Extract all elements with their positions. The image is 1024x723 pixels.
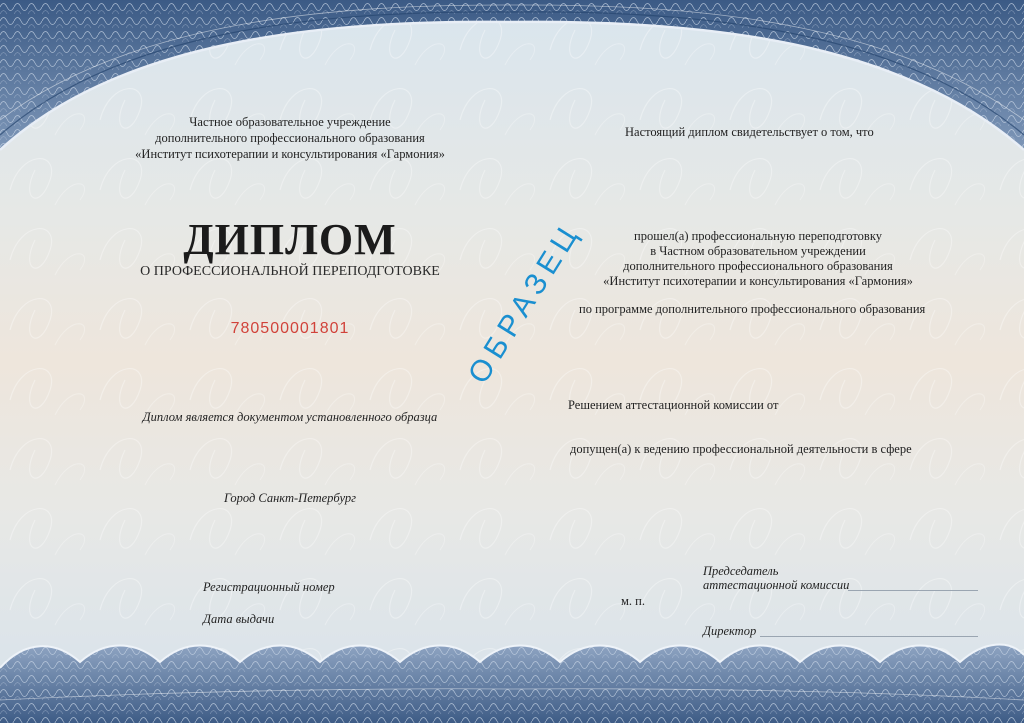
admitted-text: допущен(а) к ведению профессиональной деятельности в сфере [570,442,912,456]
diploma-subtitle: О ПРОФЕССИОНАЛЬНОЙ ПЕРЕПОДГОТОВКЕ [140,264,440,279]
director-signature-line [760,636,978,637]
chairman-label-2: аттестационной комиссии [703,578,850,592]
issue-date-label: Дата выдачи [203,612,275,626]
completed-line-2: в Частном образовательном учреждении [650,244,866,258]
sample-stamp: ОБРАЗЕЦ [462,216,587,390]
chairman-label: Председатель [703,564,779,578]
completed-block [603,229,913,289]
program-text: по программе дополнительного профессионального образования [579,302,926,316]
director-label: Директор [703,624,757,638]
city: Город Санкт-Петербург [223,491,357,505]
completed-line-4: «Институт психотерапии и консультирования «Гармония» [603,274,913,288]
document-note: Диплом является документом установленного образца [142,410,438,424]
institution-line-3: «Институт психотерапии и консультирования «Гармония» [135,147,445,161]
completed-line-1: прошел(а) профессиональную переподготовку [634,229,882,243]
serial-number: 780500001801 [230,320,350,337]
seal-place: м. п. [621,594,645,608]
decision-text: Решением аттестационной комиссии от [568,398,779,412]
certifies-text: Настоящий диплом свидетельствует о том, что [625,125,874,139]
diploma-title: ДИПЛОМ [183,215,397,264]
registration-number-label: Регистрационный номер [203,580,335,594]
institution-block [135,114,445,162]
institution-line-1: Частное образовательное учреждение [189,115,391,129]
completed-line-3: дополнительного профессионального образования [623,259,893,273]
chairman-signature-line [848,590,978,591]
institution-line-2: дополнительного профессионального образования [155,131,425,145]
